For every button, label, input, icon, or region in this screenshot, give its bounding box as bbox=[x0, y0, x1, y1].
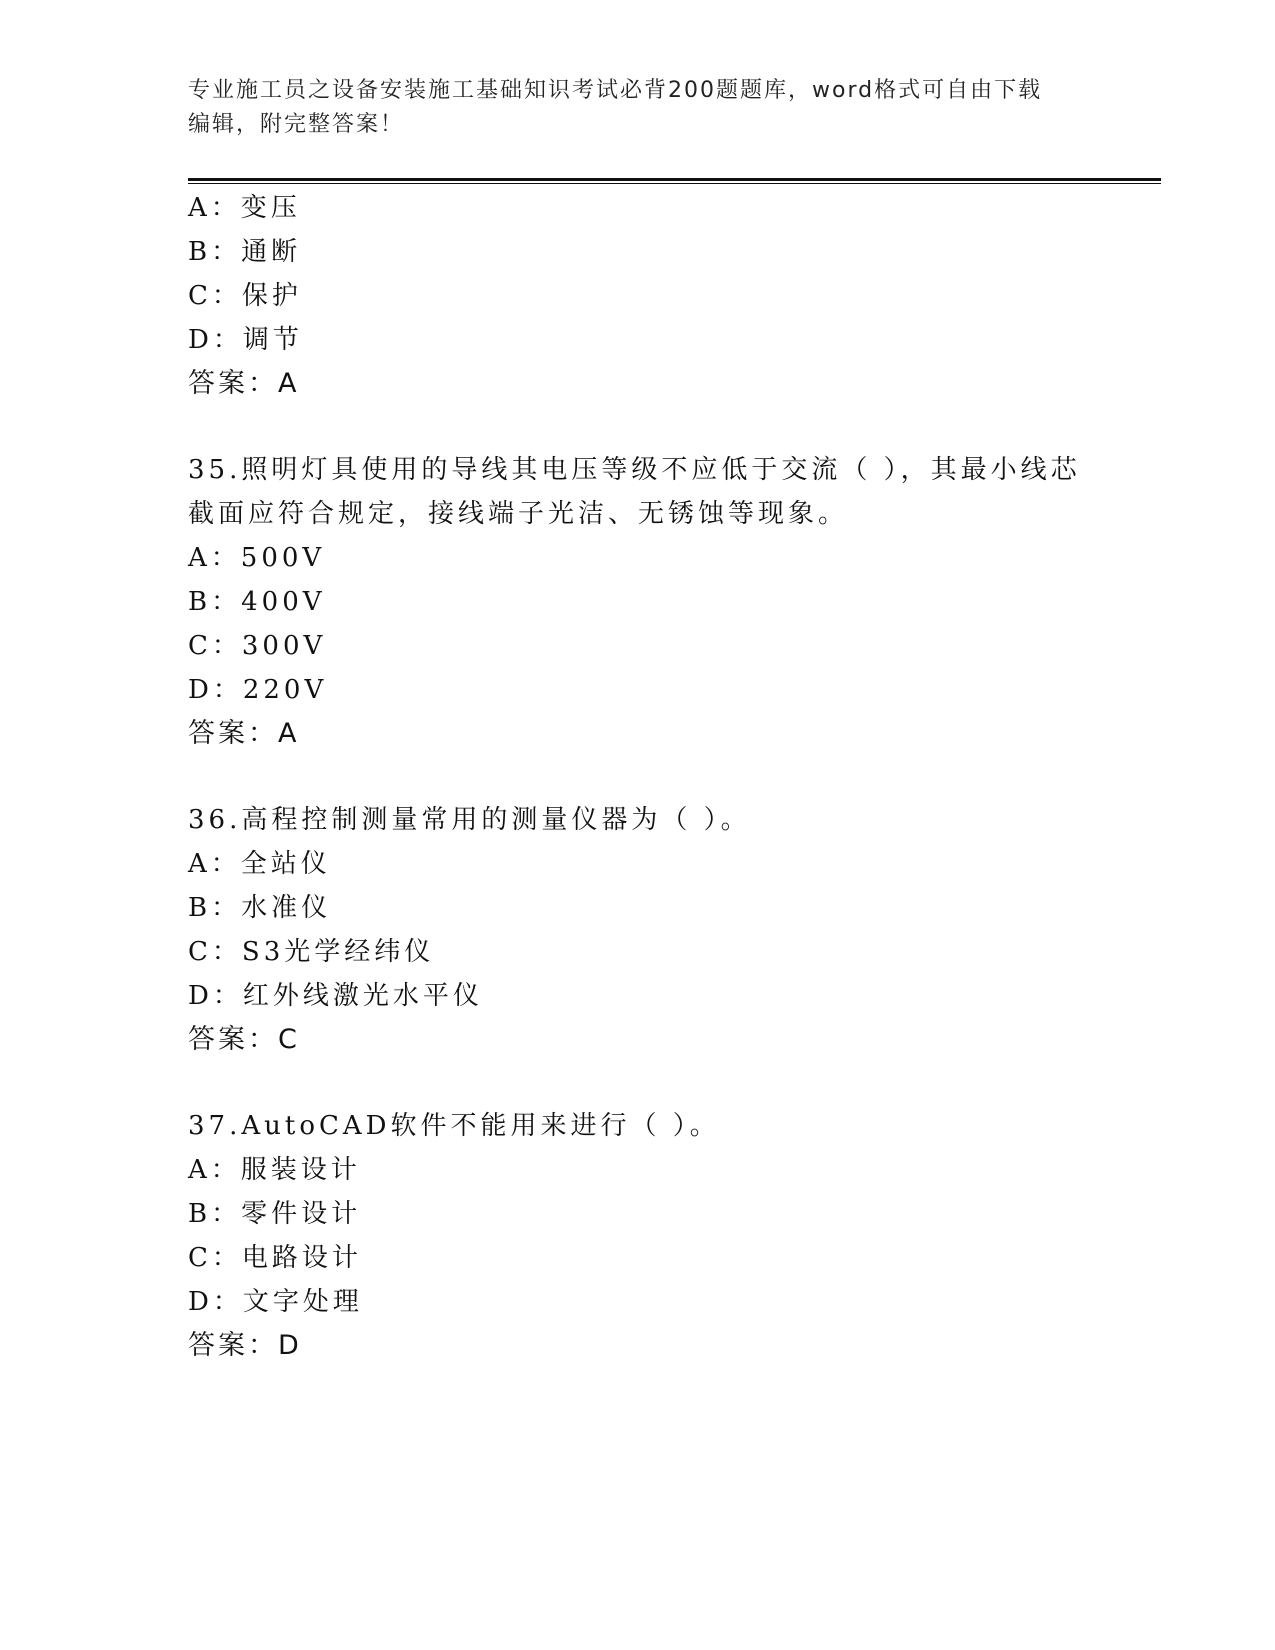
header-divider-thick bbox=[188, 178, 1161, 181]
option-a: A：全站仪 bbox=[188, 849, 331, 879]
question-stem: 37.AutoCAD软件不能用来进行（ ）。 bbox=[188, 1111, 720, 1141]
header-divider-thin bbox=[188, 183, 1161, 184]
option-b: B：400V bbox=[188, 587, 326, 617]
option-c: C：保护 bbox=[188, 281, 302, 311]
option-d: D：文字处理 bbox=[188, 1287, 363, 1317]
option-a: A：变压 bbox=[188, 193, 301, 223]
option-c: C：S3光学经纬仪 bbox=[188, 937, 435, 967]
answer-label: 答案：D bbox=[188, 1330, 302, 1361]
question-stem-continued: 截面应符合规定，接线端子光洁、无锈蚀等现象。 bbox=[188, 499, 849, 529]
option-a: A：500V bbox=[188, 543, 326, 573]
question-stem: 36.高程控制测量常用的测量仪器为（ ）。 bbox=[188, 805, 751, 835]
option-b: B：零件设计 bbox=[188, 1199, 362, 1229]
option-c: C：300V bbox=[188, 631, 327, 661]
option-b: B：水准仪 bbox=[188, 893, 332, 923]
option-d: D：调节 bbox=[188, 325, 303, 355]
header-title-line-1: 专业施工员之设备安装施工基础知识考试必背200题题库，word格式可自由下载 bbox=[188, 78, 1043, 103]
option-a: A：服装设计 bbox=[188, 1155, 361, 1185]
question-stem: 35.照明灯具使用的导线其电压等级不应低于交流（ ），其最小线芯 bbox=[188, 455, 1081, 485]
option-d: D：红外线激光水平仪 bbox=[188, 981, 483, 1011]
header-title-line-2: 编辑，附完整答案！ bbox=[188, 112, 405, 137]
option-d: D：220V bbox=[188, 675, 328, 705]
option-b: B：通断 bbox=[188, 237, 302, 267]
document-header bbox=[188, 74, 1088, 142]
answer-label: 答案：A bbox=[188, 368, 300, 399]
answer-label: 答案：C bbox=[188, 1024, 300, 1055]
option-c: C：电路设计 bbox=[188, 1243, 362, 1273]
answer-label: 答案：A bbox=[188, 718, 300, 749]
